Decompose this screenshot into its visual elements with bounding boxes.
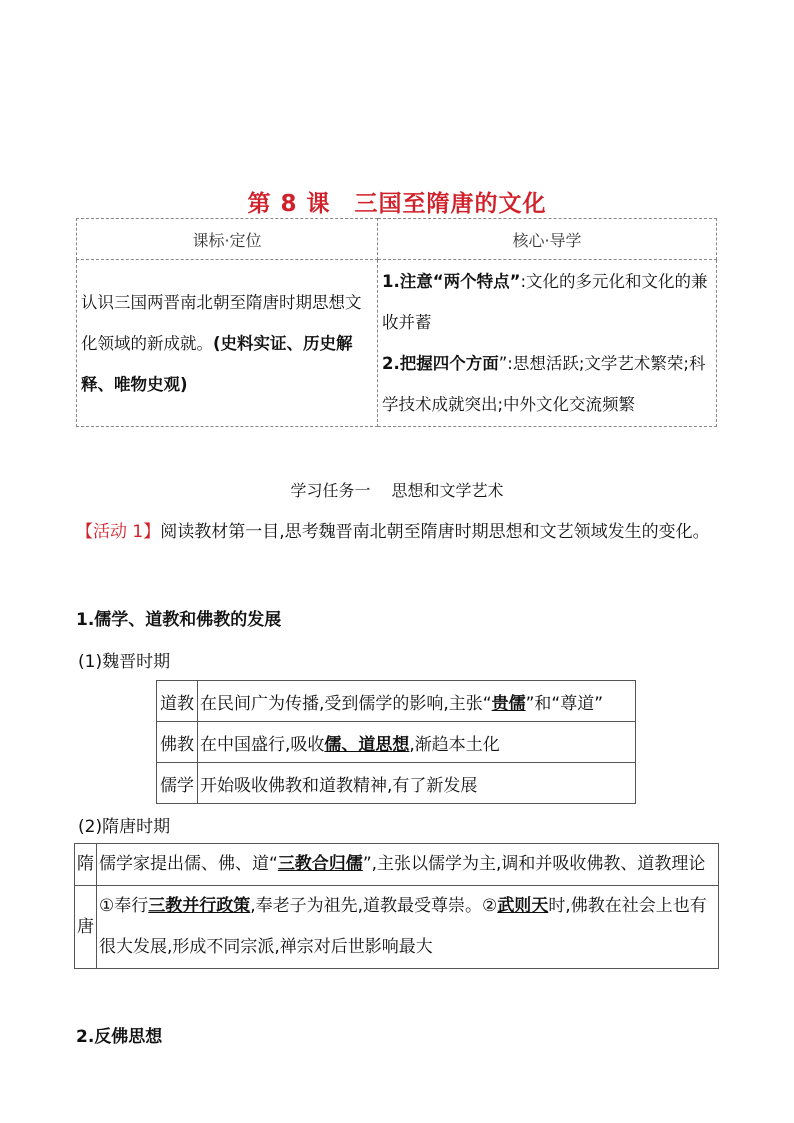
table-row	[157, 722, 636, 763]
row-content: 在民间广为传播,受到儒学的影响,主张“贵儒”和“尊道”	[198, 681, 636, 722]
table-row	[75, 886, 719, 969]
point-2-bold: 2.把握四个方面	[382, 354, 499, 373]
activity-tag: 【活动 1】	[76, 522, 161, 542]
key-term: 贵儒	[491, 693, 526, 714]
table-row	[75, 844, 719, 886]
suitang-table	[74, 843, 719, 969]
point-1	[382, 261, 712, 343]
heading-1: 1.儒学、道教和佛教的发展	[76, 610, 282, 630]
key-term: 三教并行政策	[148, 896, 251, 916]
standards-table	[76, 218, 717, 427]
row-content: 开始吸收佛教和道教精神,有了新发展	[198, 763, 636, 804]
point-1-text: :文化的多元化和文化的兼收并蓄	[382, 272, 708, 332]
heading-2: 2.反佛思想	[76, 1027, 163, 1047]
point-2-text: ”:思想活跃;文学艺术繁荣;科学技术成就突出;中外文化交流频繁	[382, 354, 706, 414]
standards-right-cell	[378, 260, 717, 427]
point-2	[382, 343, 712, 425]
section-title: 学习任务一 思想和文学艺术	[290, 481, 504, 500]
row-content: 在中国盛行,吸收儒、道思想,渐趋本土化	[198, 722, 636, 763]
activity-text: 阅读教材第一目,思考魏晋南北朝至隋唐时期思想和文艺领域发生的变化。	[160, 522, 710, 542]
row-key: 佛教	[157, 722, 198, 763]
point-1-bold: 1.注意“两个特点”	[382, 272, 521, 291]
standards-left-bold: (史料实证、历史解释、唯物史观)	[81, 333, 353, 394]
subheading-weijin: (1)魏晋时期	[78, 652, 171, 672]
table-row	[157, 763, 636, 804]
standards-left-cell	[77, 260, 378, 427]
row-key: 儒学	[157, 763, 198, 804]
row-content: ①奉行三教并行政策,奉老子为祖先,道教最受尊崇。②武则天时,佛教在社会上也有很大发展,形成不同宗派,禅宗对后世影响最大	[97, 886, 719, 969]
key-term: 三教合归儒	[277, 854, 363, 874]
activity-paragraph	[76, 512, 724, 553]
row-key: 隋	[75, 844, 97, 886]
row-key: 道教	[157, 681, 198, 722]
standards-header-right: 核心·导学	[378, 219, 717, 260]
key-term: 儒、道思想	[324, 734, 410, 755]
row-key: 唐	[75, 886, 97, 969]
row-content: 儒学家提出儒、佛、道“三教合归儒”,主张以儒学为主,调和并吸收佛教、道教理论	[97, 844, 719, 886]
weijin-table	[156, 680, 636, 804]
table-row	[157, 681, 636, 722]
key-term: 武则天	[497, 896, 549, 916]
subheading-suitang: (2)隋唐时期	[78, 817, 171, 837]
standards-left-text: 认识三国两晋南北朝至隋唐时期思想文化领域的新成就。	[81, 292, 362, 353]
standards-header-left: 课标·定位	[77, 219, 378, 260]
page-title: 第 8 课 三国至隋唐的文化	[247, 191, 547, 217]
